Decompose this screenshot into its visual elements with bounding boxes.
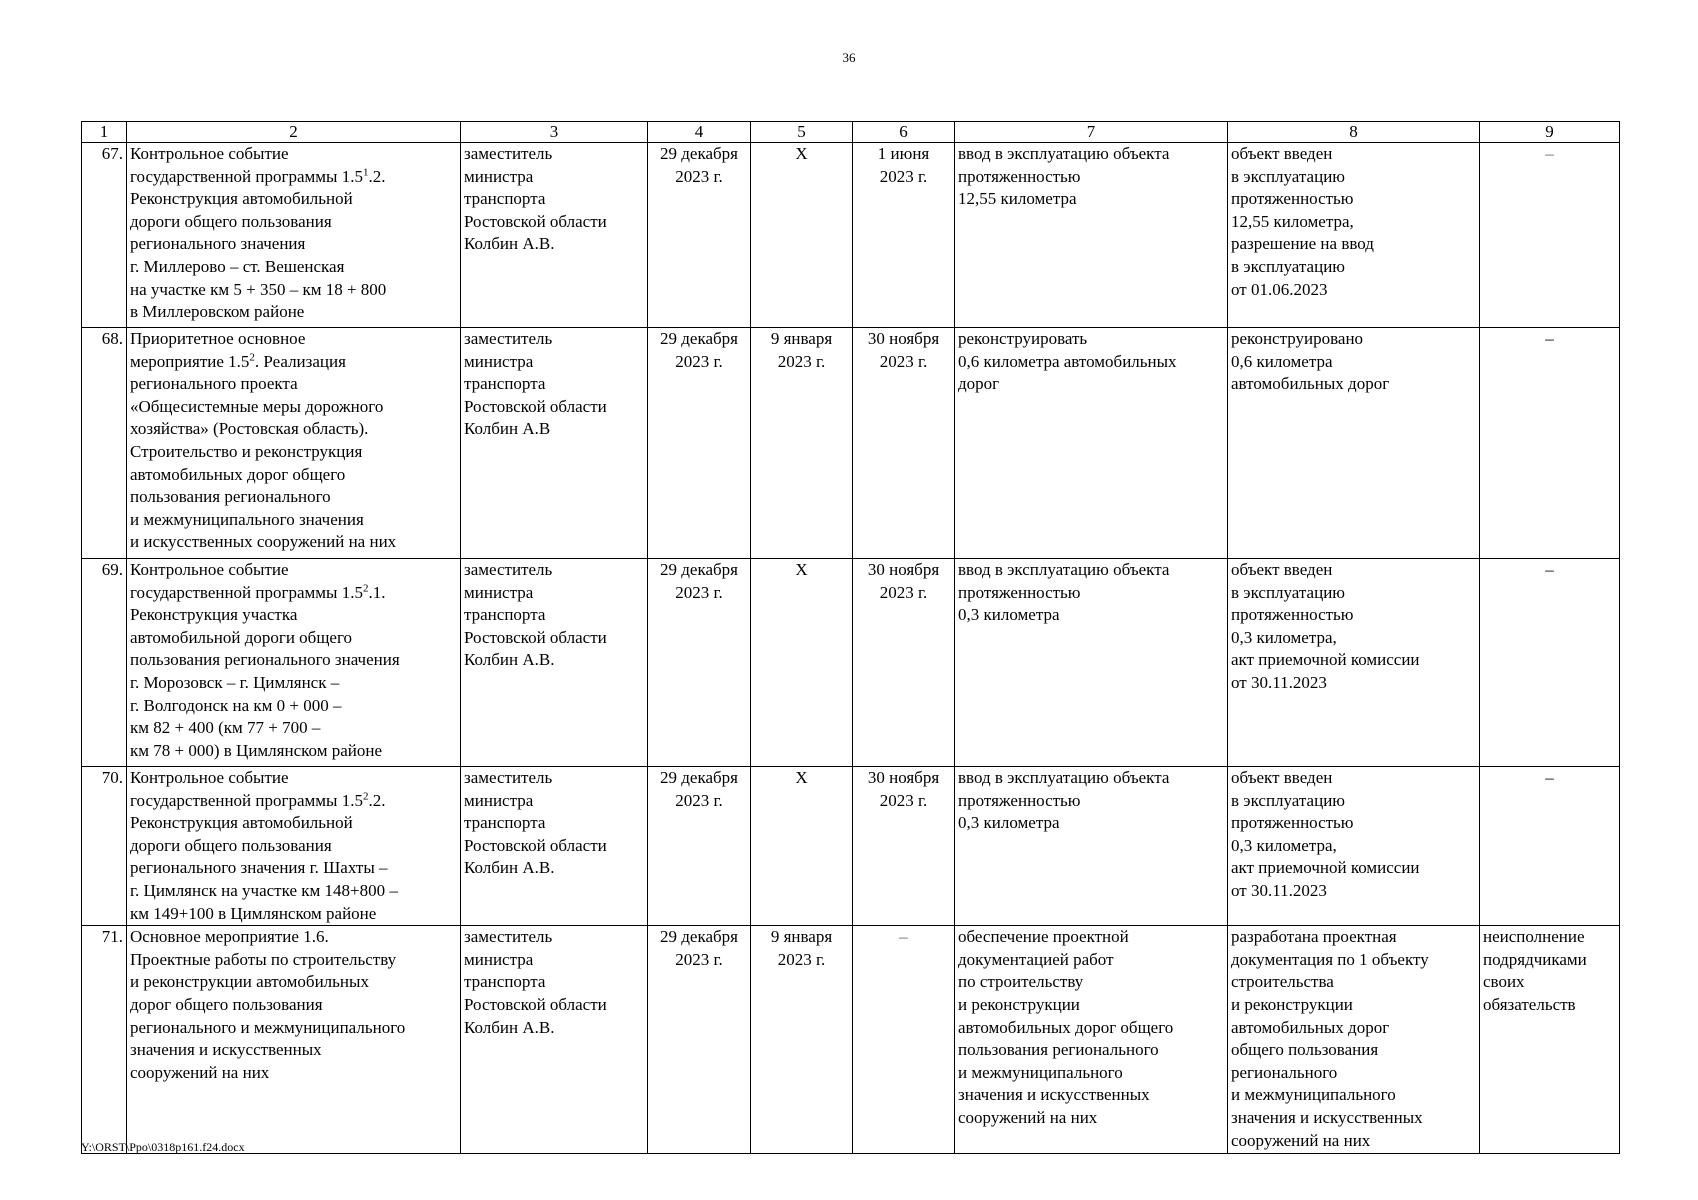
column-header: 4 (648, 122, 751, 143)
responsible-cell: заместитель министра транспорта Ростовской области Колбин А.В. (461, 767, 648, 926)
row-number: 71. (82, 926, 127, 1154)
fact-end-date-cell: 30 ноября 2023 г. (853, 328, 955, 559)
fact-start-date-cell: 9 января 2023 г. (751, 328, 853, 559)
fact-end-date-cell: 30 ноября 2023 г. (853, 559, 955, 767)
superscript: 2 (362, 581, 369, 594)
event-name-cell (127, 328, 461, 559)
row-number: 69. (82, 559, 127, 767)
row-number: 68. (82, 328, 127, 559)
planned-result-cell: ввод в эксплуатацию объекта протяженностью 12,55 километра (955, 143, 1228, 328)
table-row (82, 767, 1620, 926)
reason-cell: – (1480, 767, 1620, 926)
event-name-part: Контрольное событие государственной программы 1.5 (130, 560, 363, 602)
actual-result-cell: реконструировано 0,6 километра автомобильных дорог (1228, 328, 1480, 559)
file-path-footer: Y:\ORST\Ppo\0318p161.f24.docx (81, 1140, 245, 1154)
column-number-row (82, 122, 1620, 143)
event-name-part: .2. Реконструкция автомобильной дороги общего пользования регионального значения г. Шахты – г. Цимлянск на участке км 148+800 – км 149+100 в Цимлянском районе (130, 790, 398, 923)
fact-start-date-cell: Х (751, 559, 853, 767)
events-table (81, 121, 1620, 1154)
page-number: 36 (842, 50, 856, 65)
event-name-part: Основное мероприятие 1.6. Проектные работы по строительству и реконструкции автомобильных дорог общего пользования регионального и межмуниципального значения и искусственных сооружений на них (130, 927, 406, 1082)
event-name-part: Контрольное событие государственной программы 1.5 (130, 768, 363, 810)
fact-start-date-cell: 9 января 2023 г. (751, 926, 853, 1154)
responsible-cell: заместитель министра транспорта Ростовской области Колбин А.В (461, 328, 648, 559)
actual-result-cell: объект введен в эксплуатацию протяженностью 0,3 километра, акт приемочной комиссии от 30.11.2023 (1228, 767, 1480, 926)
event-name-cell (127, 767, 461, 926)
fact-start-date-cell: Х (751, 767, 853, 926)
reason-cell: – (1480, 559, 1620, 767)
reason-cell: – (1480, 143, 1620, 328)
plan-end-date-cell: 29 декабря 2023 г. (648, 328, 751, 559)
event-name-part: .2. Реконструкция автомобильной дороги общего пользования регионального значения г. Миллерово – ст. Вешенская на участке км 5 + 350 – км 18 + 800 в Миллеровском районе (130, 166, 387, 322)
reason-cell: – (1480, 328, 1620, 559)
event-name-part: Контрольное событие государственной программы 1.5 (130, 144, 363, 186)
responsible-cell: заместитель министра транспорта Ростовской области Колбин А.В. (461, 559, 648, 767)
column-header: 6 (853, 122, 955, 143)
fact-start-date-cell: Х (751, 143, 853, 328)
planned-result-cell: ввод в эксплуатацию объекта протяженностью 0,3 километра (955, 767, 1228, 926)
event-name-part: Приоритетное основное мероприятие 1.5 (130, 329, 306, 371)
superscript: 2 (249, 350, 255, 363)
superscript: 1 (362, 165, 369, 178)
fact-end-date-cell: 30 ноября 2023 г. (853, 767, 955, 926)
fact-end-date-cell: – (853, 926, 955, 1154)
table-row (82, 328, 1620, 559)
actual-result-cell: объект введен в эксплуатацию протяженностью 0,3 километра, акт приемочной комиссии от 30.11.2023 (1228, 559, 1480, 767)
row-number: 70. (82, 767, 127, 926)
event-name-cell (127, 143, 461, 328)
column-header: 3 (461, 122, 648, 143)
plan-end-date-cell: 29 декабря 2023 г. (648, 559, 751, 767)
event-name-cell (127, 926, 461, 1154)
planned-result-cell: реконструировать 0,6 километра автомобильных дорог (955, 328, 1228, 559)
event-name-cell (127, 559, 461, 767)
column-header: 7 (955, 122, 1228, 143)
column-header: 5 (751, 122, 853, 143)
actual-result-cell: разработана проектная документация по 1 объекту строительства и реконструкции автомобильных дорог общего пользования регионального и межмуниципального значения и искусственных сооружений на них (1228, 926, 1480, 1154)
reason-cell: неисполнение подрядчиками своих обязательств (1480, 926, 1620, 1154)
table-row (82, 143, 1620, 328)
column-header: 8 (1228, 122, 1480, 143)
planned-result-cell: ввод в эксплуатацию объекта протяженностью 0,3 километра (955, 559, 1228, 767)
responsible-cell: заместитель министра транспорта Ростовской области Колбин А.В. (461, 926, 648, 1154)
responsible-cell: заместитель министра транспорта Ростовской области Колбин А.В. (461, 143, 648, 328)
event-name-part: . Реализация регионального проекта «Общесистемные меры дорожного хозяйства» (Ростовская область). Строительство и реконструкция автомобильных дорог общего пользования регионального и межмуниципального значения и искусственных сооружений на них (130, 351, 397, 552)
fact-end-date-cell: 1 июня 2023 г. (853, 143, 955, 328)
plan-end-date-cell: 29 декабря 2023 г. (648, 767, 751, 926)
column-header: 9 (1480, 122, 1620, 143)
table-row (82, 559, 1620, 767)
planned-result-cell: обеспечение проектной документацией работ по строительству и реконструкции автомобильных дорог общего пользования регионального и межмуниципального значения и искусственных сооружений на них (955, 926, 1228, 1154)
row-number: 67. (82, 143, 127, 328)
plan-end-date-cell: 29 декабря 2023 г. (648, 926, 751, 1154)
column-header: 2 (127, 122, 461, 143)
table-row (82, 926, 1620, 1154)
column-header: 1 (82, 122, 127, 143)
superscript: 2 (362, 789, 369, 802)
plan-end-date-cell: 29 декабря 2023 г. (648, 143, 751, 328)
actual-result-cell: объект введен в эксплуатацию протяженностью 12,55 километра, разрешение на ввод в эксплуатацию от 01.06.2023 (1228, 143, 1480, 328)
event-name-part: .1. Реконструкция участка автомобильной дороги общего пользования регионального значения г. Морозовск – г. Цимлянск – г. Волгодонск на км 0 + 000 – км 82 + 400 (км 77 + 700 – км 78 + 000) в Цимлянском районе (130, 582, 400, 760)
